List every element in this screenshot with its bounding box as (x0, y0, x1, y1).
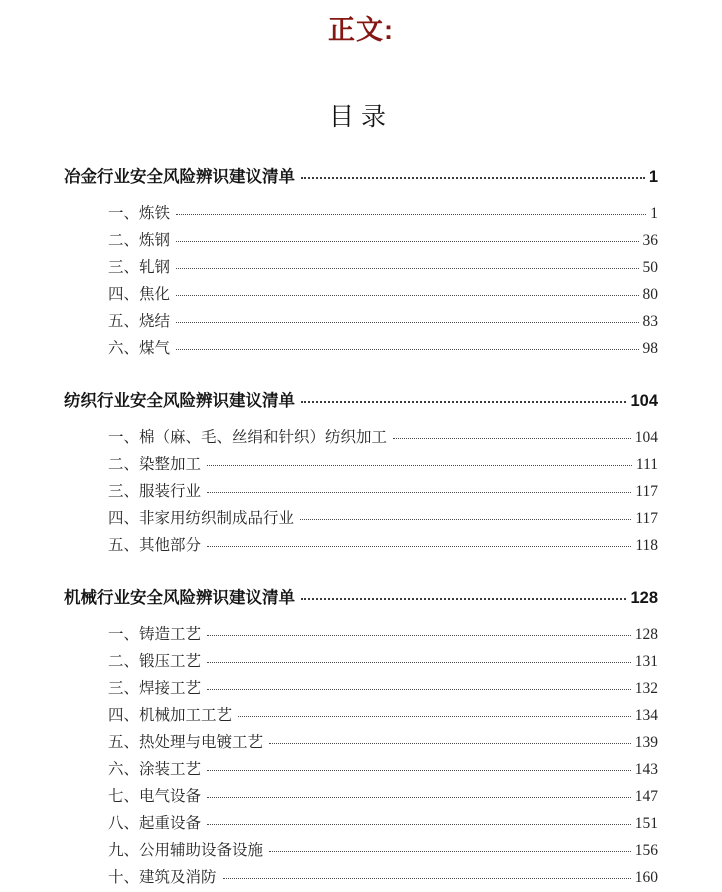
toc-section (64, 163, 658, 363)
toc-section-heading-label: 冶金行业安全风险辨识建议清单 (64, 168, 295, 186)
toc-entry (64, 506, 658, 533)
dot-leader (223, 878, 631, 879)
page-number: 151 (634, 815, 658, 832)
toc-entry-label: 三、轧钢 (108, 259, 171, 276)
toc-entry-label: 五、烧结 (108, 313, 171, 330)
toc-entry (64, 622, 658, 649)
dot-leader (393, 438, 631, 439)
toc-entry (64, 336, 658, 363)
toc-entry (64, 865, 658, 892)
page-number: 132 (634, 680, 658, 697)
toc-entry-label: 十、建筑及消防 (108, 869, 217, 886)
page-number: 131 (634, 653, 658, 670)
page-number: 143 (634, 761, 658, 778)
toc-entry (64, 309, 658, 336)
dot-leader (301, 401, 626, 403)
dot-leader (176, 241, 638, 242)
page-number: 104 (634, 429, 658, 446)
toc-entry-label: 五、热处理与电镀工艺 (108, 734, 264, 751)
toc-entry (64, 533, 658, 560)
dot-leader (207, 662, 631, 663)
toc-entry-label: 二、锻压工艺 (108, 653, 202, 670)
toc-entry-label: 六、涂装工艺 (108, 761, 202, 778)
toc-entry (64, 730, 658, 757)
dot-leader (207, 635, 631, 636)
toc-entry (64, 479, 658, 506)
page-number: 117 (635, 510, 658, 527)
dot-leader (300, 519, 631, 520)
toc-title: 目录 (328, 104, 393, 131)
dot-leader (238, 716, 631, 717)
page-number: 147 (634, 788, 658, 805)
toc-entry (64, 255, 658, 282)
toc-entry (64, 649, 658, 676)
toc-section-heading (64, 163, 658, 187)
toc-entry (64, 282, 658, 309)
toc-entry-label: 八、起重设备 (108, 815, 202, 832)
toc-section-heading (64, 584, 658, 608)
toc-entry (64, 784, 658, 811)
toc-entry-label: 九、公用辅助设备设施 (108, 842, 264, 859)
toc-entry-label: 一、炼铁 (108, 205, 171, 222)
toc-entry-label: 六、煤气 (108, 340, 171, 357)
toc-entry (64, 425, 658, 452)
toc-entry-label: 五、其他部分 (108, 537, 202, 554)
page-number: 139 (634, 734, 658, 751)
toc-section-heading (64, 387, 658, 411)
toc-entry (64, 811, 658, 838)
dot-leader (207, 492, 631, 493)
dot-leader (207, 465, 632, 466)
page-number: 1 (648, 168, 658, 186)
page-number: 117 (635, 483, 658, 500)
dot-leader (207, 546, 631, 547)
dot-leader (207, 797, 631, 798)
page-number: 98 (642, 340, 658, 357)
toc-entry-label: 二、染整加工 (108, 456, 202, 473)
toc-entry (64, 838, 658, 865)
page-number: 160 (634, 869, 658, 886)
page-number: 128 (634, 626, 658, 643)
dot-leader (176, 295, 638, 296)
dot-leader (269, 851, 631, 852)
toc-section (64, 584, 658, 892)
toc-entry-label: 二、炼钢 (108, 232, 171, 249)
toc-section-heading-label: 纺织行业安全风险辨识建议清单 (64, 392, 295, 410)
toc-entry-label: 一、铸造工艺 (108, 626, 202, 643)
dot-leader (269, 743, 631, 744)
dot-leader (301, 177, 645, 179)
dot-leader (207, 689, 631, 690)
toc-entry-label: 七、电气设备 (108, 788, 202, 805)
toc-entry (64, 703, 658, 730)
page-number: 50 (642, 259, 658, 276)
page-number: 1 (650, 205, 658, 222)
page-number: 118 (635, 537, 658, 554)
dot-leader (176, 268, 638, 269)
toc-entry (64, 676, 658, 703)
toc-section-heading-label: 机械行业安全风险辨识建议清单 (64, 589, 295, 607)
toc-entry-label: 一、棉（麻、毛、丝绢和针织）纺织加工 (108, 429, 388, 446)
toc-section (64, 387, 658, 560)
toc-entry (64, 228, 658, 255)
toc-entry (64, 757, 658, 784)
page-number: 111 (635, 456, 658, 473)
dot-leader (207, 824, 631, 825)
toc-entry-label: 三、服装行业 (108, 483, 202, 500)
toc-entry-label: 四、焦化 (108, 286, 171, 303)
dot-leader (207, 770, 631, 771)
toc-entry-label: 四、机械加工工艺 (108, 707, 233, 724)
dot-leader (301, 598, 626, 600)
page-number: 134 (634, 707, 658, 724)
toc (64, 163, 658, 892)
page-number: 104 (630, 392, 658, 410)
toc-entry (64, 452, 658, 479)
toc-entry-label: 四、非家用纺织制成品行业 (108, 510, 295, 527)
page-number: 83 (642, 313, 658, 330)
toc-entry (64, 201, 658, 228)
dot-leader (176, 349, 638, 350)
toc-entry-label: 三、焊接工艺 (108, 680, 202, 697)
dot-leader (176, 322, 638, 323)
page-number: 80 (642, 286, 658, 303)
page-number: 156 (634, 842, 658, 859)
page-number: 36 (642, 232, 658, 249)
dot-leader (176, 214, 646, 215)
body-text-heading: 正文: (328, 15, 394, 45)
page-number: 128 (630, 589, 658, 607)
